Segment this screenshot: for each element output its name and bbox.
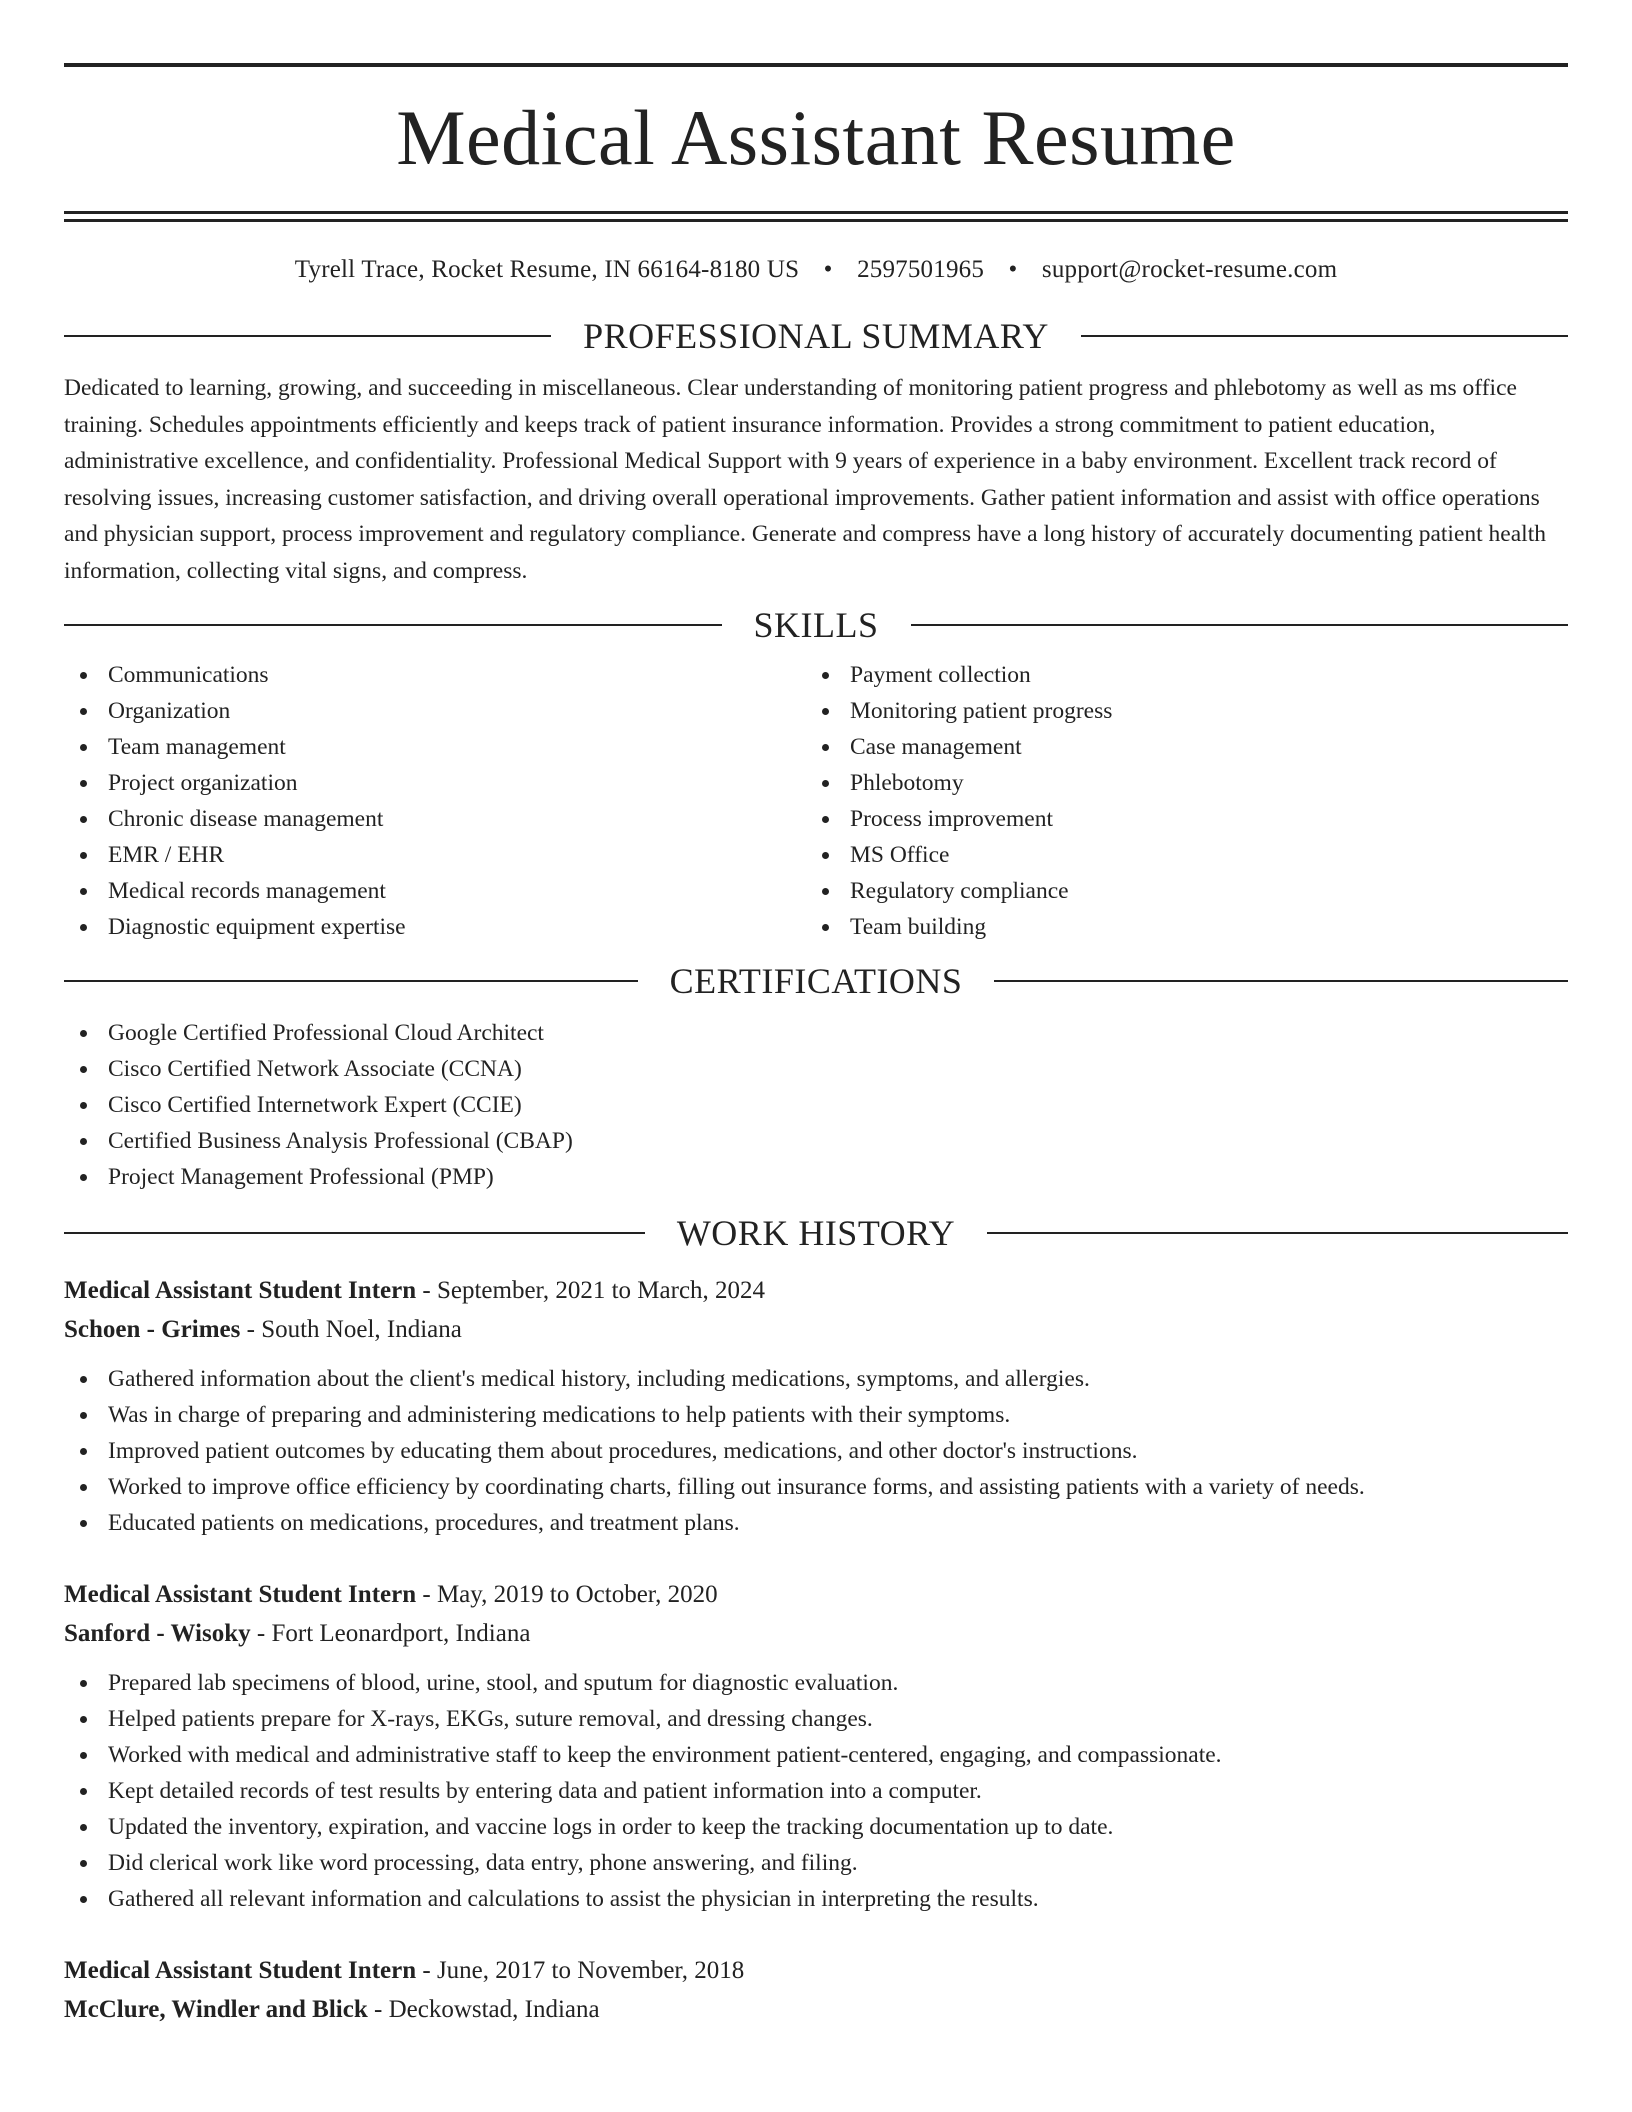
skill-item: MS Office <box>806 837 1548 873</box>
work-history-heading: WORK HISTORY <box>676 1213 956 1253</box>
skills-section-header <box>64 603 1568 647</box>
certifications-list <box>64 1015 1568 1195</box>
job-dates: - May, 2019 to October, 2020 <box>416 1581 718 1608</box>
job-dates: - September, 2021 to March, 2024 <box>416 1277 766 1304</box>
job-bullet: Gathered all relevant information and calculations to assist the physician in interpreting the results. <box>64 1881 1568 1917</box>
job-location: - Fort Leonardport, Indiana <box>250 1620 531 1647</box>
skill-item: Process improvement <box>806 801 1548 837</box>
job-bullet: Helped patients prepare for X-rays, EKGs, suture removal, and dressing changes. <box>64 1701 1568 1737</box>
skill-item: Project organization <box>64 765 806 801</box>
contact-email: support@rocket-resume.com <box>1041 256 1338 283</box>
skill-item: Payment collection <box>806 657 1548 693</box>
certification-item: Project Management Professional (PMP) <box>64 1159 1568 1195</box>
document-title: Medical Assistant Resume <box>396 94 1236 181</box>
contact-separator: • <box>1008 256 1018 283</box>
job-bullet: Kept detailed records of test results by entering data and patient information into a computer. <box>64 1773 1568 1809</box>
job-bullet: Worked to improve office efficiency by coordinating charts, filling out insurance forms, and assisting patients with a variety of needs. <box>64 1469 1568 1505</box>
summary-section-header <box>64 314 1568 358</box>
contact-address: Tyrell Trace, Rocket Resume, IN 66164-8180 US <box>294 256 800 283</box>
certification-item: Cisco Certified Internetwork Expert (CCIE) <box>64 1087 1568 1123</box>
skills-grid <box>64 657 1568 945</box>
section-rule-left <box>64 1232 645 1234</box>
job-bullet: Improved patient outcomes by educating them about procedures, medications, and other doctor's instructions. <box>64 1433 1568 1469</box>
section-rule-right <box>987 1232 1568 1234</box>
job-bullet: Educated patients on medications, procedures, and treatment plans. <box>64 1505 1568 1541</box>
certification-item: Google Certified Professional Cloud Architect <box>64 1015 1568 1051</box>
skill-item: Phlebotomy <box>806 765 1548 801</box>
section-rule-left <box>64 624 722 626</box>
title-block <box>64 63 1568 222</box>
job-entry <box>64 1575 1568 1917</box>
certification-item: Certified Business Analysis Professional (CBAP) <box>64 1123 1568 1159</box>
job-title-line <box>64 1575 1568 1614</box>
job-title-line <box>64 1271 1568 1310</box>
job-bullet: Updated the inventory, expiration, and vaccine logs in order to keep the tracking documentation up to date. <box>64 1809 1568 1845</box>
job-bullets <box>64 1665 1568 1917</box>
skill-item: Medical records management <box>64 873 806 909</box>
job-company-line <box>64 1310 1568 1349</box>
section-rule-left <box>64 980 638 982</box>
job-company-line <box>64 1990 1568 2029</box>
skill-item: EMR / EHR <box>64 837 806 873</box>
job-company-line <box>64 1614 1568 1653</box>
job-title-line <box>64 1951 1568 1990</box>
job-bullet: Gathered information about the client's medical history, including medications, symptoms, and allergies. <box>64 1361 1568 1397</box>
certification-item: Cisco Certified Network Associate (CCNA) <box>64 1051 1568 1087</box>
summary-heading: PROFESSIONAL SUMMARY <box>583 316 1049 356</box>
job-location: - South Noel, Indiana <box>240 1316 462 1343</box>
job-company: McClure, Windler and Blick <box>64 1996 368 2023</box>
skill-item: Regulatory compliance <box>806 873 1548 909</box>
skill-item: Team management <box>64 729 806 765</box>
job-entry <box>64 1271 1568 1541</box>
job-bullets <box>64 1361 1568 1541</box>
job-bullet: Prepared lab specimens of blood, urine, stool, and sputum for diagnostic evaluation. <box>64 1665 1568 1701</box>
job-entry <box>64 1951 1568 2029</box>
skill-item: Communications <box>64 657 806 693</box>
skill-item: Monitoring patient progress <box>806 693 1548 729</box>
job-title: Medical Assistant Student Intern <box>64 1277 417 1304</box>
skill-item: Diagnostic equipment expertise <box>64 909 806 945</box>
job-company: Sanford - Wisoky <box>64 1620 251 1647</box>
section-rule-left <box>64 335 551 337</box>
job-title: Medical Assistant Student Intern <box>64 1957 417 1984</box>
certifications-heading: CERTIFICATIONS <box>669 961 963 1001</box>
job-bullet: Did clerical work like word processing, data entry, phone answering, and filing. <box>64 1845 1568 1881</box>
contact-line <box>64 254 1568 286</box>
title-double-rule <box>64 211 1568 222</box>
certifications-section-header <box>64 959 1568 1003</box>
contact-separator: • <box>823 256 833 283</box>
job-title: Medical Assistant Student Intern <box>64 1581 417 1608</box>
summary-text: Dedicated to learning, growing, and succeeding in miscellaneous. Clear understanding of monitoring patient progress and phlebotomy as well as ms office training. Schedules appointments efficiently and keeps track of patient insurance information. Provides a strong commitment to patient education, administrative excellence, and confidentiality. Professional Medical Support with 9 years of experience in a baby environment. Excellent track record of resolving issues, increasing customer satisfaction, and driving overall operational improvements. Gather patient information and assist with office operations and physician support, process improvement and regulatory compliance. Generate and compress have a long history of accurately documenting patient health information, collecting vital signs, and compress. <box>64 375 1546 584</box>
job-bullet: Worked with medical and administrative staff to keep the environment patient-centered, engaging, and compassionate. <box>64 1737 1568 1773</box>
section-rule-right <box>911 624 1569 626</box>
contact-phone: 2597501965 <box>857 256 985 283</box>
skill-item: Chronic disease management <box>64 801 806 837</box>
work-history-section-header <box>64 1211 1568 1255</box>
skill-item: Organization <box>64 693 806 729</box>
skills-list-right <box>806 657 1548 945</box>
skills-list-left <box>64 657 806 945</box>
job-company: Schoen - Grimes <box>64 1316 241 1343</box>
section-rule-right <box>994 980 1568 982</box>
job-dates: - June, 2017 to November, 2018 <box>416 1957 745 1984</box>
resume-page <box>64 0 1568 2029</box>
section-rule-right <box>1081 335 1568 337</box>
skill-item: Case management <box>806 729 1548 765</box>
job-location: - Deckowstad, Indiana <box>367 1996 600 2023</box>
skills-heading: SKILLS <box>753 605 879 645</box>
skill-item: Team building <box>806 909 1548 945</box>
job-bullet: Was in charge of preparing and administering medications to help patients with their symptoms. <box>64 1397 1568 1433</box>
